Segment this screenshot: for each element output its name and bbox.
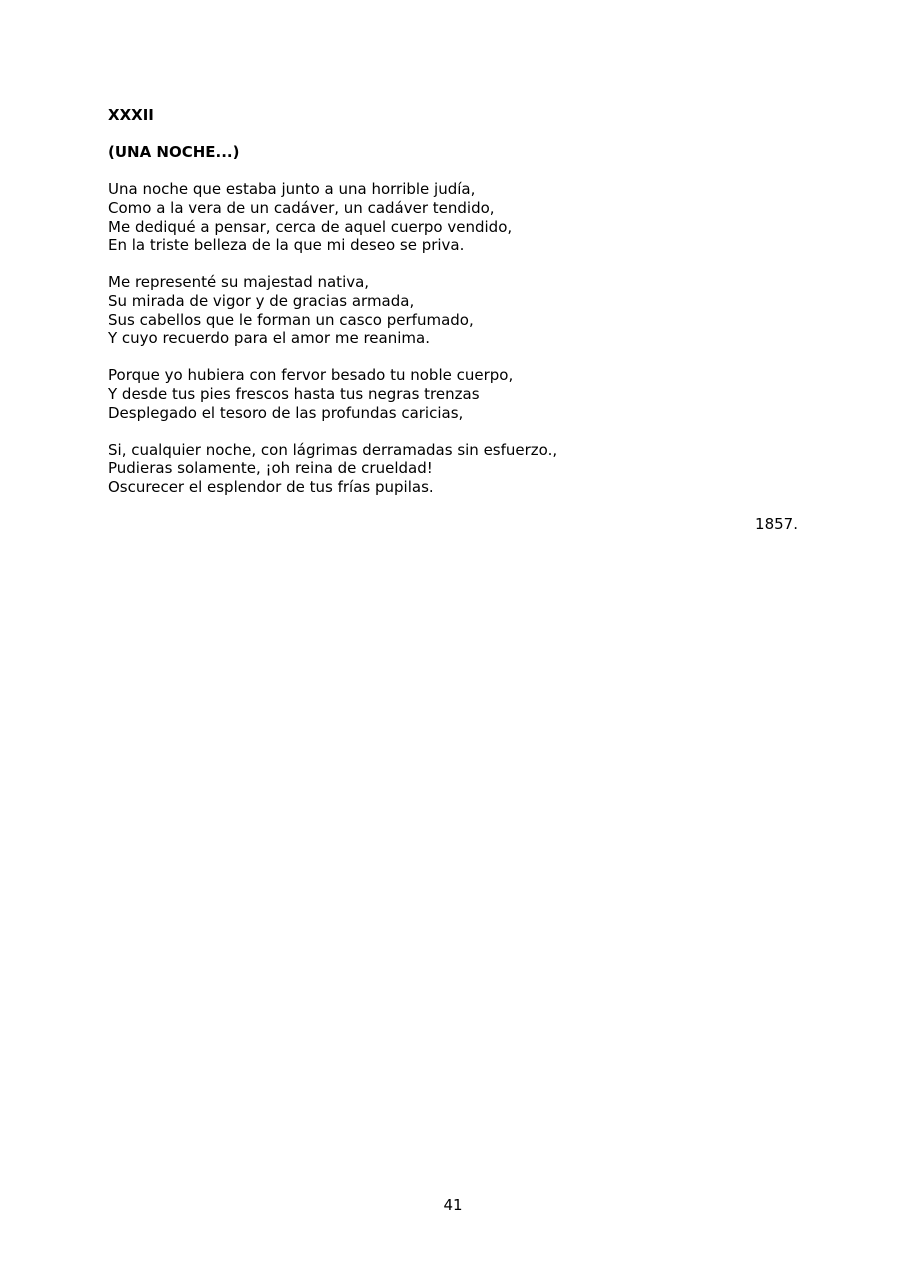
poem-title: (UNA NOCHE...) [108, 143, 240, 162]
poem-body [108, 180, 798, 496]
poem-line: Oscurecer el esplendor de tus frías pupilas. [108, 477, 434, 496]
poem-line: Si, cualquier noche, con lágrimas derramadas sin esfuerzo., [108, 440, 558, 459]
poem-line: Y desde tus pies frescos hasta tus negras trenzas [108, 384, 480, 403]
poem-line: Como a la vera de un cadáver, un cadáver tendido, [108, 198, 495, 217]
poem-line: Y cuyo recuerdo para el amor me reanima. [108, 329, 430, 348]
page-content [108, 106, 798, 534]
stanza-4 [108, 441, 798, 497]
poem-line: Sus cabellos que le forman un casco perfumado, [108, 310, 474, 329]
stanza-3 [108, 366, 798, 422]
section-number: XXXII [108, 106, 154, 124]
poem-line: Me dediqué a pensar, cerca de aquel cuerpo vendido, [108, 217, 513, 236]
poem-line: En la triste belleza de la que mi deseo se priva. [108, 236, 465, 255]
stanza-2 [108, 273, 798, 347]
poem-line: Pudieras solamente, ¡oh reina de crueldad! [108, 459, 433, 478]
poem-date: 1857. [755, 515, 798, 534]
poem-line: Desplegado el tesoro de las profundas caricias, [108, 403, 464, 422]
poem-line: Su mirada de vigor y de gracias armada, [108, 291, 415, 310]
poem-line: Me representé su majestad nativa, [108, 273, 370, 292]
page-number: 41 [443, 1196, 463, 1214]
poem-line: Porque yo hubiera con fervor besado tu noble cuerpo, [108, 366, 514, 385]
stanza-1 [108, 180, 798, 254]
poem-line: Una noche que estaba junto a una horrible judía, [108, 180, 476, 199]
